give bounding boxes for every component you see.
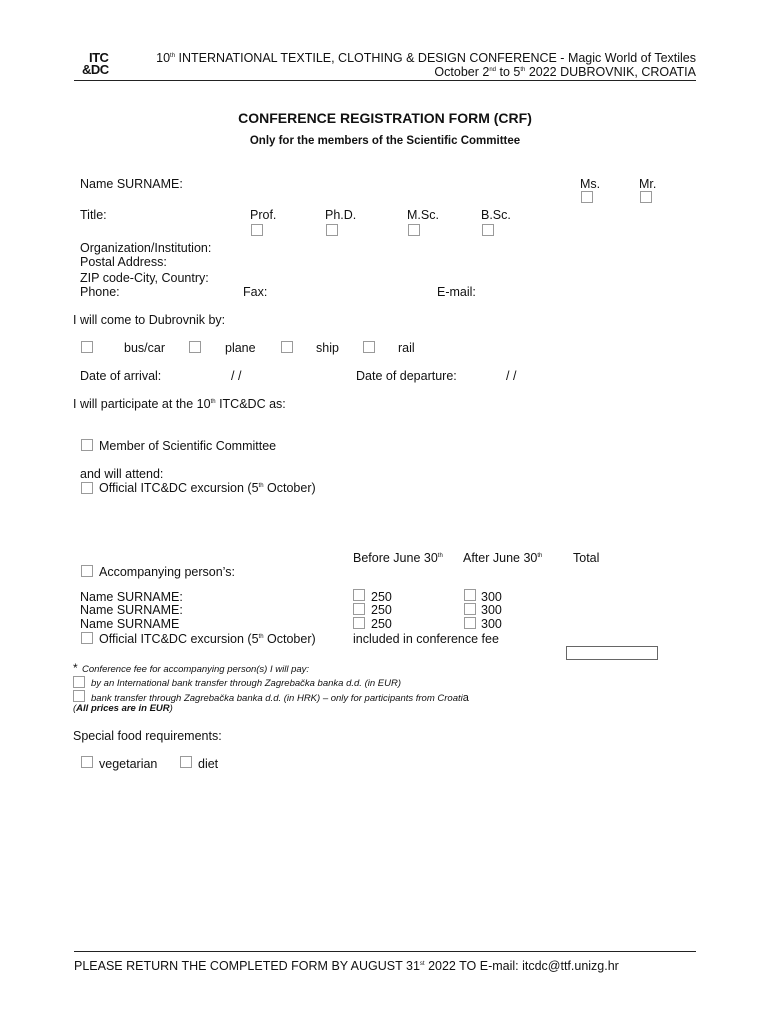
bus-car-checkbox[interactable] <box>81 341 93 353</box>
participate-label: I will participate at the 10th ITC&DC as: <box>73 397 286 411</box>
arrival-date-field[interactable]: / / <box>231 369 242 383</box>
header-rule <box>74 80 696 81</box>
payment-eur-label: by an International bank transfer through Zagrebačka banka d.d. (in EUR) <box>91 678 401 689</box>
travel-label: I will come to Dubrovnik by: <box>73 313 226 327</box>
footer-instruction: PLEASE RETURN THE COMPLETED FORM BY AUGUST 31st 2022 TO E-mail: itcdc@ttf.unizg.hr <box>74 959 619 973</box>
accompanying-name-2: Name SURNAME: <box>80 603 183 617</box>
footer-rule <box>74 951 696 952</box>
vegetarian-checkbox[interactable] <box>81 756 93 768</box>
title-prof-checkbox[interactable] <box>251 224 263 236</box>
payment-hrk-checkbox[interactable] <box>73 690 85 702</box>
phone-label: Phone: <box>80 285 120 299</box>
after-price-3-checkbox[interactable] <box>464 617 476 629</box>
diet-checkbox[interactable] <box>180 756 192 768</box>
accompanying-name-3: Name SURNAME <box>80 617 180 631</box>
accompanying-label: Accompanying person’s: <box>99 565 235 579</box>
header-line-2: October 2nd to 5th 2022 DUBROVNIK, CROATIA <box>434 65 696 79</box>
itcdc-logo: ITC &DC <box>82 50 109 77</box>
accompanying-checkbox[interactable] <box>81 565 93 577</box>
zip-label: ZIP code-City, Country: <box>80 271 209 285</box>
title-label: Title: <box>80 208 107 222</box>
excursion-label: Official ITC&DC excursion (5th October) <box>99 481 316 495</box>
ship-label: ship <box>316 341 339 355</box>
email-label: E-mail: <box>437 285 476 299</box>
attend-label: and will attend: <box>80 467 164 481</box>
title-bsc-label: B.Sc. <box>481 208 511 222</box>
rail-label: rail <box>398 341 415 355</box>
title-phd-checkbox[interactable] <box>326 224 338 236</box>
mr-label: Mr. <box>639 177 657 191</box>
plane-checkbox[interactable] <box>189 341 201 353</box>
before-price-1-checkbox[interactable] <box>353 589 365 601</box>
prices-note: (All prices are in EUR) <box>73 703 173 714</box>
accompanying-name-1: Name SURNAME: <box>80 590 183 604</box>
title-msc-label: M.Sc. <box>407 208 439 222</box>
before-price-3-checkbox[interactable] <box>353 617 365 629</box>
header-line-1: 10th INTERNATIONAL TEXTILE, CLOTHING & DESIGN CONFERENCE - Magic World of Textiles <box>156 51 696 65</box>
payment-note: Conference fee for accompanying person(s) I will pay: <box>82 664 310 675</box>
before-price-2-checkbox[interactable] <box>353 603 365 615</box>
vegetarian-label: vegetarian <box>99 757 158 771</box>
organization-label: Organization/Institution: <box>80 241 212 255</box>
accompanying-excursion-checkbox[interactable] <box>81 632 93 644</box>
form-subtitle: Only for the members of the Scientific Committee <box>249 135 521 147</box>
total-header: Total <box>573 551 600 565</box>
payment-hrk-label: bank transfer through Zagrebačka banka d.d. (in HRK) – only for participants from Croatia <box>91 692 469 704</box>
before-june-header: Before June 30th <box>353 551 443 565</box>
ms-label: Ms. <box>580 177 601 191</box>
excursion-checkbox[interactable] <box>81 482 93 494</box>
title-prof-label: Prof. <box>250 208 277 222</box>
after-price-3: 300 <box>481 617 502 631</box>
fax-label: Fax: <box>243 285 268 299</box>
arrival-label: Date of arrival: <box>80 369 162 383</box>
after-price-1: 300 <box>481 590 502 604</box>
accompanying-excursion-label: Official ITC&DC excursion (5th October) <box>99 632 316 646</box>
before-price-3: 250 <box>371 617 392 631</box>
departure-date-field[interactable]: / / <box>506 369 517 383</box>
food-label: Special food requirements: <box>73 729 222 743</box>
member-committee-checkbox[interactable] <box>81 439 93 451</box>
member-committee-label: Member of Scientific Committee <box>99 439 277 453</box>
after-price-2: 300 <box>481 603 502 617</box>
after-june-header: After June 30th <box>463 551 543 565</box>
title-phd-label: Ph.D. <box>325 208 357 222</box>
form-title: CONFERENCE REGISTRATION FORM (CRF) <box>238 110 532 126</box>
before-price-1: 250 <box>371 590 392 604</box>
rail-checkbox[interactable] <box>363 341 375 353</box>
ms-checkbox[interactable] <box>581 191 593 203</box>
included-fee-note: included in conference fee <box>353 632 499 646</box>
plane-label: plane <box>225 341 256 355</box>
before-price-2: 250 <box>371 603 392 617</box>
mr-checkbox[interactable] <box>640 191 652 203</box>
after-price-1-checkbox[interactable] <box>464 589 476 601</box>
bus-car-label: bus/car <box>124 341 165 355</box>
ship-checkbox[interactable] <box>281 341 293 353</box>
title-msc-checkbox[interactable] <box>408 224 420 236</box>
payment-eur-checkbox[interactable] <box>73 676 85 688</box>
name-label: Name SURNAME: <box>80 177 183 191</box>
postal-address-label: Postal Address: <box>80 255 167 269</box>
total-field[interactable] <box>566 646 658 660</box>
after-price-2-checkbox[interactable] <box>464 603 476 615</box>
title-bsc-checkbox[interactable] <box>482 224 494 236</box>
departure-label: Date of departure: <box>356 369 457 383</box>
diet-label: diet <box>198 757 219 771</box>
payment-asterisk: * <box>73 661 78 675</box>
